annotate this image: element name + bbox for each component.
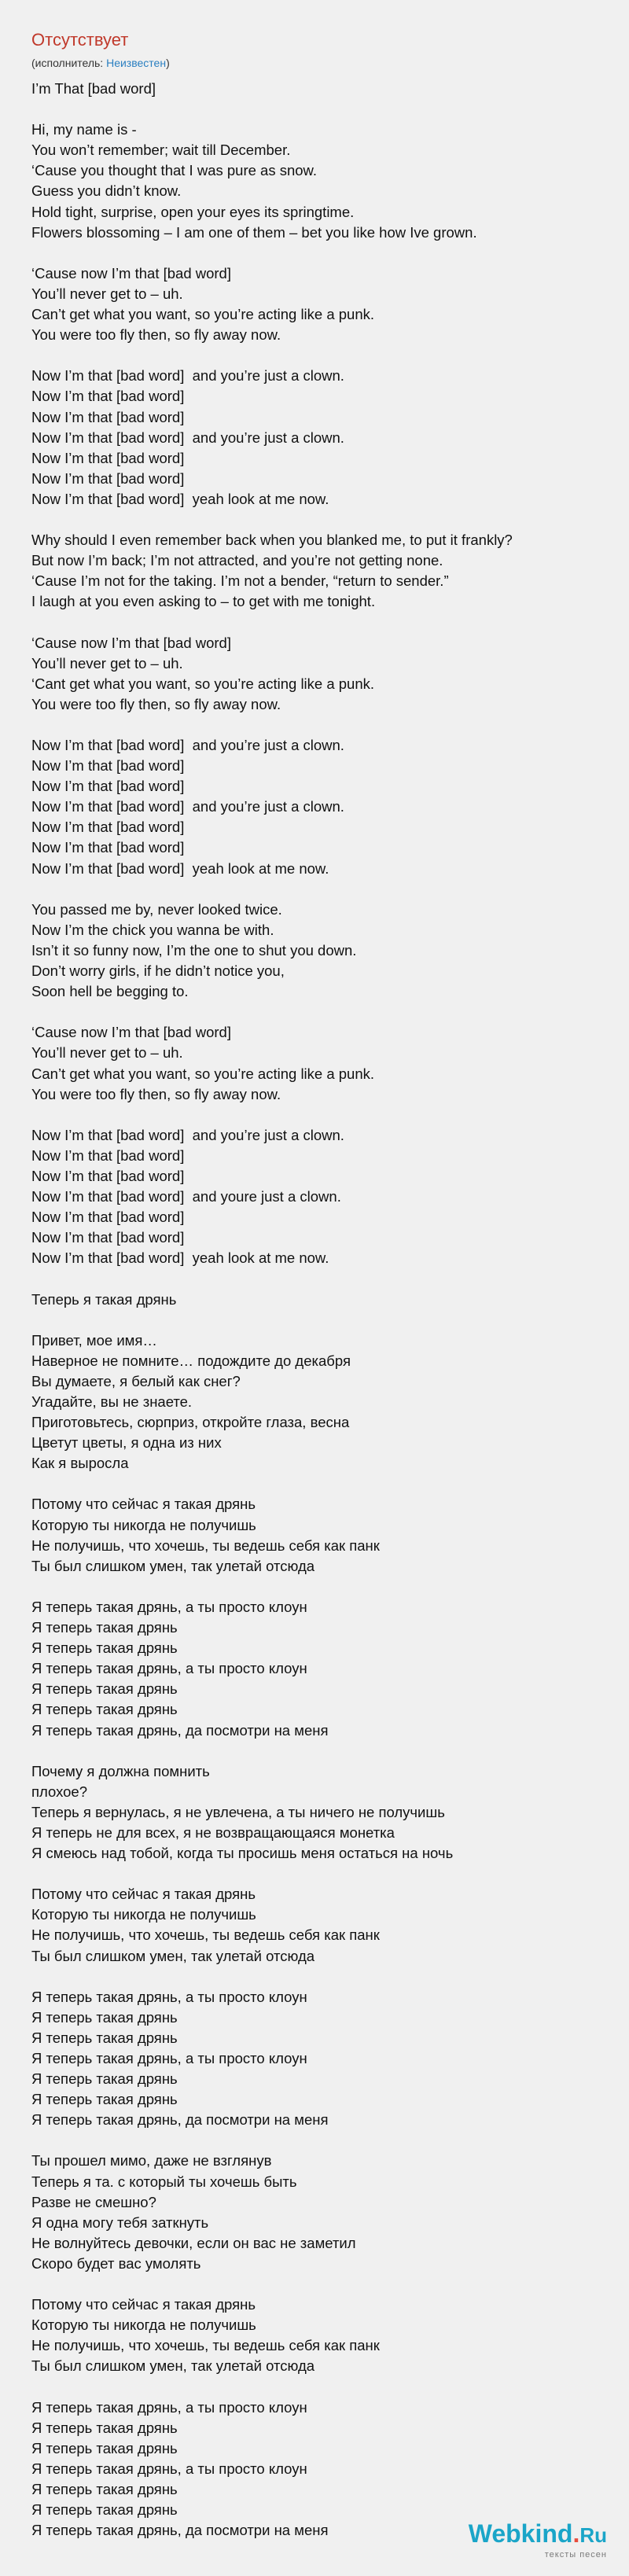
site-logo[interactable]	[469, 2520, 607, 2559]
artist-link[interactable]: Неизвестен	[106, 57, 167, 69]
page-title: Отсутствует	[31, 30, 129, 50]
artist-line	[31, 57, 170, 69]
logo-brand-main: Webkind	[468, 2519, 573, 2548]
logo-brand-dot: .	[572, 2519, 580, 2548]
artist-prefix: (исполнитель:	[31, 57, 107, 69]
artist-suffix: )	[166, 57, 170, 69]
logo-brand	[469, 2520, 607, 2548]
logo-tagline: тексты песен	[544, 2550, 607, 2559]
lyrics-text: I’m That [bad word] Hi, my name is - You won’t remember; wait till December. ‘Cause you thought that I was pure as snow. Guess you didn’t know. Hold tight, surprise, open your eyes its springtime. Flowers blossoming – I am one of them – bet you like how Ive grown. ‘Cause now I’m that [bad word] You’ll never get to – uh. Can’t get what you want, so you’re acting like a punk. You were too fly then, so fly away now. Now I’m that [bad word] and you’re just a clown. Now I’m that [bad word] Now I’m that [bad word] Now I’m that [bad word] and you’re just a clown. Now I’m that [bad word] Now I’m that [bad word] Now I’m that [bad word] yeah look at me now. Why should I even remember back when you blanked me, to put it frankly? But now I’m back; I’m not attracted, and you’re not getting none. ‘Cause I’m not for the taking. I’m not a bender, “return to sender.” I laugh at you even asking to – to get with me tonight. ‘Cause now I’m that [bad word] You’ll never get to – uh. ‘Cant get what you want, so you’re acting like a punk. You were too fly then, so fly away now. Now I’m that [bad word] and you’re just a clown. Now I’m that [bad word] Now I’m that [bad word] Now I’m that [bad word] and you’re just a clown. Now I’m that [bad word] Now I’m that [bad word] Now I’m that [bad word] yeah look at me now. You passed me by, never looked twice. Now I’m the chick you wanna be with. Isn’t it so funny now, I’m the one to shut you down. Don’t worry girls, if he didn’t notice you, Soon hell be begging to. ‘Cause now I’m that [bad word] You’ll never get to – uh. Can’t get what you want, so you’re acting like a punk. You were too fly then, so fly away now. Now I’m that [bad word] and you’re just a clown. Now I’m that [bad word] Now I’m that [bad word] Now I’m that [bad word] and youre just a clown. Now I’m that [bad word] Now I’m that [bad word] Now I’m that [bad word] yeah look at me now. Теперь я такая дрянь Привет, мое имя… Наверное не помните… подождите до декабря Вы думаете, я белый как снег? Угадайте, вы не знаете. Приготовьтесь, сюрприз, откройте глаза, весна Цветут цветы, я одна из них Как я выросла Потому что сейчас я такая дрянь Которую ты никогда не получишь Не получишь, что хочешь, ты ведешь себя как панк Ты был слишком умен, так улетай отсюда Я теперь такая дрянь, а ты просто клоун Я теперь такая дрянь Я теперь такая дрянь Я теперь такая дрянь, а ты просто клоун Я теперь такая дрянь Я теперь такая дрянь Я теперь такая дрянь, да посмотри на меня Почему я должна помнить плохое? Теперь я вернулась, я не увлечена, а ты ничего не получишь Я теперь не для всех, я не возвращающаяся монетка Я смеюсь над тобой, когда ты просишь меня остаться на ночь Потому что сейчас я такая дрянь Которую ты никогда не получишь Не получишь, что хочешь, ты ведешь себя как панк Ты был слишком умен, так улетай отсюда Я теперь такая дрянь, а ты просто клоун Я теперь такая дрянь Я теперь такая дрянь Я теперь такая дрянь, а ты просто клоун Я теперь такая дрянь Я теперь такая дрянь Я теперь такая дрянь, да посмотри на меня Ты прошел мимо, даже не взглянув Теперь я та. с который ты хочешь быть Разве не смешно? Я одна могу тебя заткнуть Не волнуйтесь девочки, если он вас не заметил Скоро будет вас умолять Потому что сейчас я такая дрянь Которую ты никогда не получишь Не получишь, что хочешь, ты ведешь себя как панк Ты был слишком умен, так улетай отсюда Я теперь такая дрянь, а ты просто клоун Я теперь такая дрянь Я теперь такая дрянь Я теперь такая дрянь, а ты просто клоун Я теперь такая дрянь Я теперь такая дрянь Я теперь такая дрянь, да посмотри на меня	[31, 80, 513, 2539]
logo-brand-tld: Ru	[579, 2523, 607, 2547]
